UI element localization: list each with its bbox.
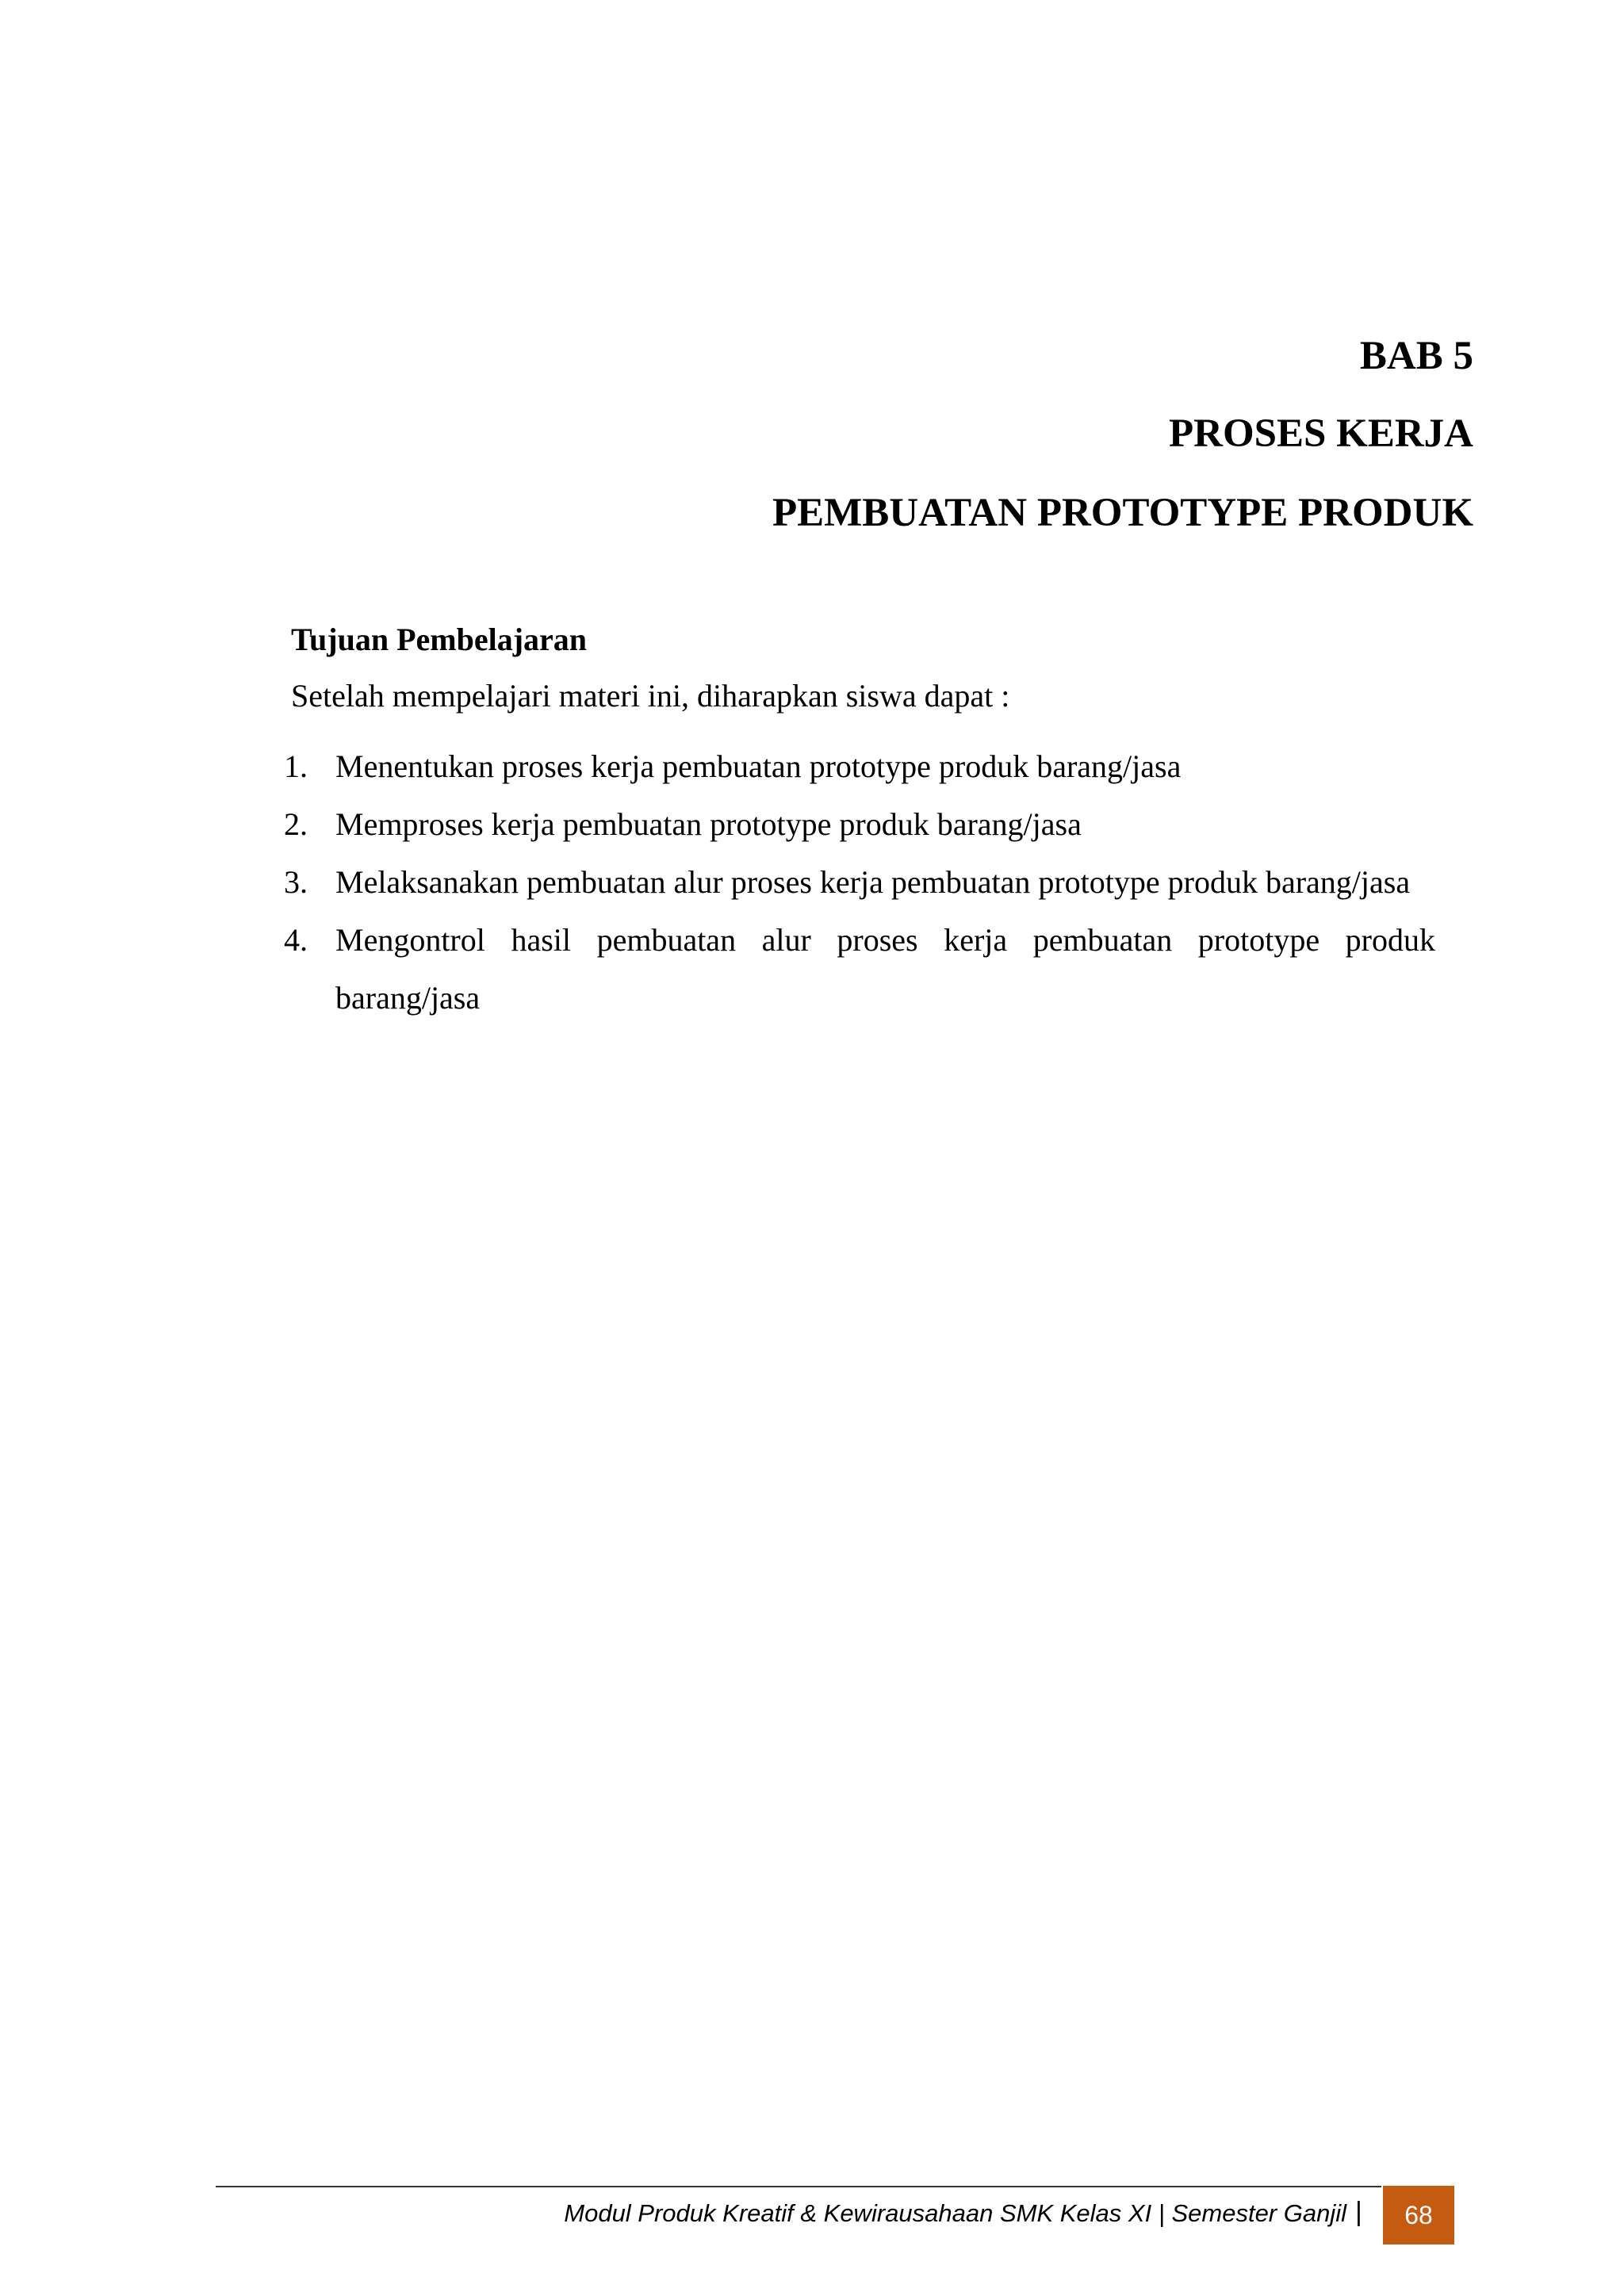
page-number: 68 bbox=[1404, 2200, 1433, 2229]
list-item-text: Mengontrol hasil pembuatan alur proses kerja pembuatan prototype produk barang/jasa bbox=[335, 922, 1435, 1016]
list-item bbox=[284, 853, 1435, 911]
list-item-number: 4. bbox=[284, 922, 308, 958]
list-item-number: 3. bbox=[284, 864, 308, 900]
chapter-title-line1: PROSES KERJA bbox=[1169, 411, 1473, 456]
list-item bbox=[284, 737, 1435, 795]
list-item bbox=[284, 911, 1435, 1027]
learning-objectives-heading: Tujuan Pembelajaran bbox=[291, 622, 588, 657]
list-item bbox=[284, 795, 1435, 853]
chapter-title-line2: PEMBUATAN PROTOTYPE PRODUK bbox=[772, 491, 1473, 535]
chapter-number: BAB 5 bbox=[1359, 334, 1473, 378]
list-item-text: Memproses kerja pembuatan prototype produk barang/jasa bbox=[335, 806, 1082, 842]
footer-separator: | bbox=[1355, 2197, 1362, 2227]
learning-objectives-intro: Setelah mempelajari materi ini, diharapkan siswa dapat : bbox=[291, 678, 1010, 714]
page-number-badge bbox=[1383, 2186, 1454, 2244]
learning-objectives-list bbox=[284, 737, 1435, 1027]
list-item-number: 1. bbox=[284, 748, 308, 784]
list-item-number: 2. bbox=[284, 806, 308, 842]
list-item-text: Melaksanakan pembuatan alur proses kerja pembuatan prototype produk barang/jasa bbox=[335, 864, 1411, 900]
footer-module-title: Modul Produk Kreatif & Kewirausahaan SMK Kelas XI | Semester Ganjil bbox=[564, 2199, 1346, 2227]
footer-divider bbox=[216, 2186, 1381, 2187]
list-item-text: Menentukan proses kerja pembuatan prototype produk barang/jasa bbox=[335, 748, 1182, 784]
